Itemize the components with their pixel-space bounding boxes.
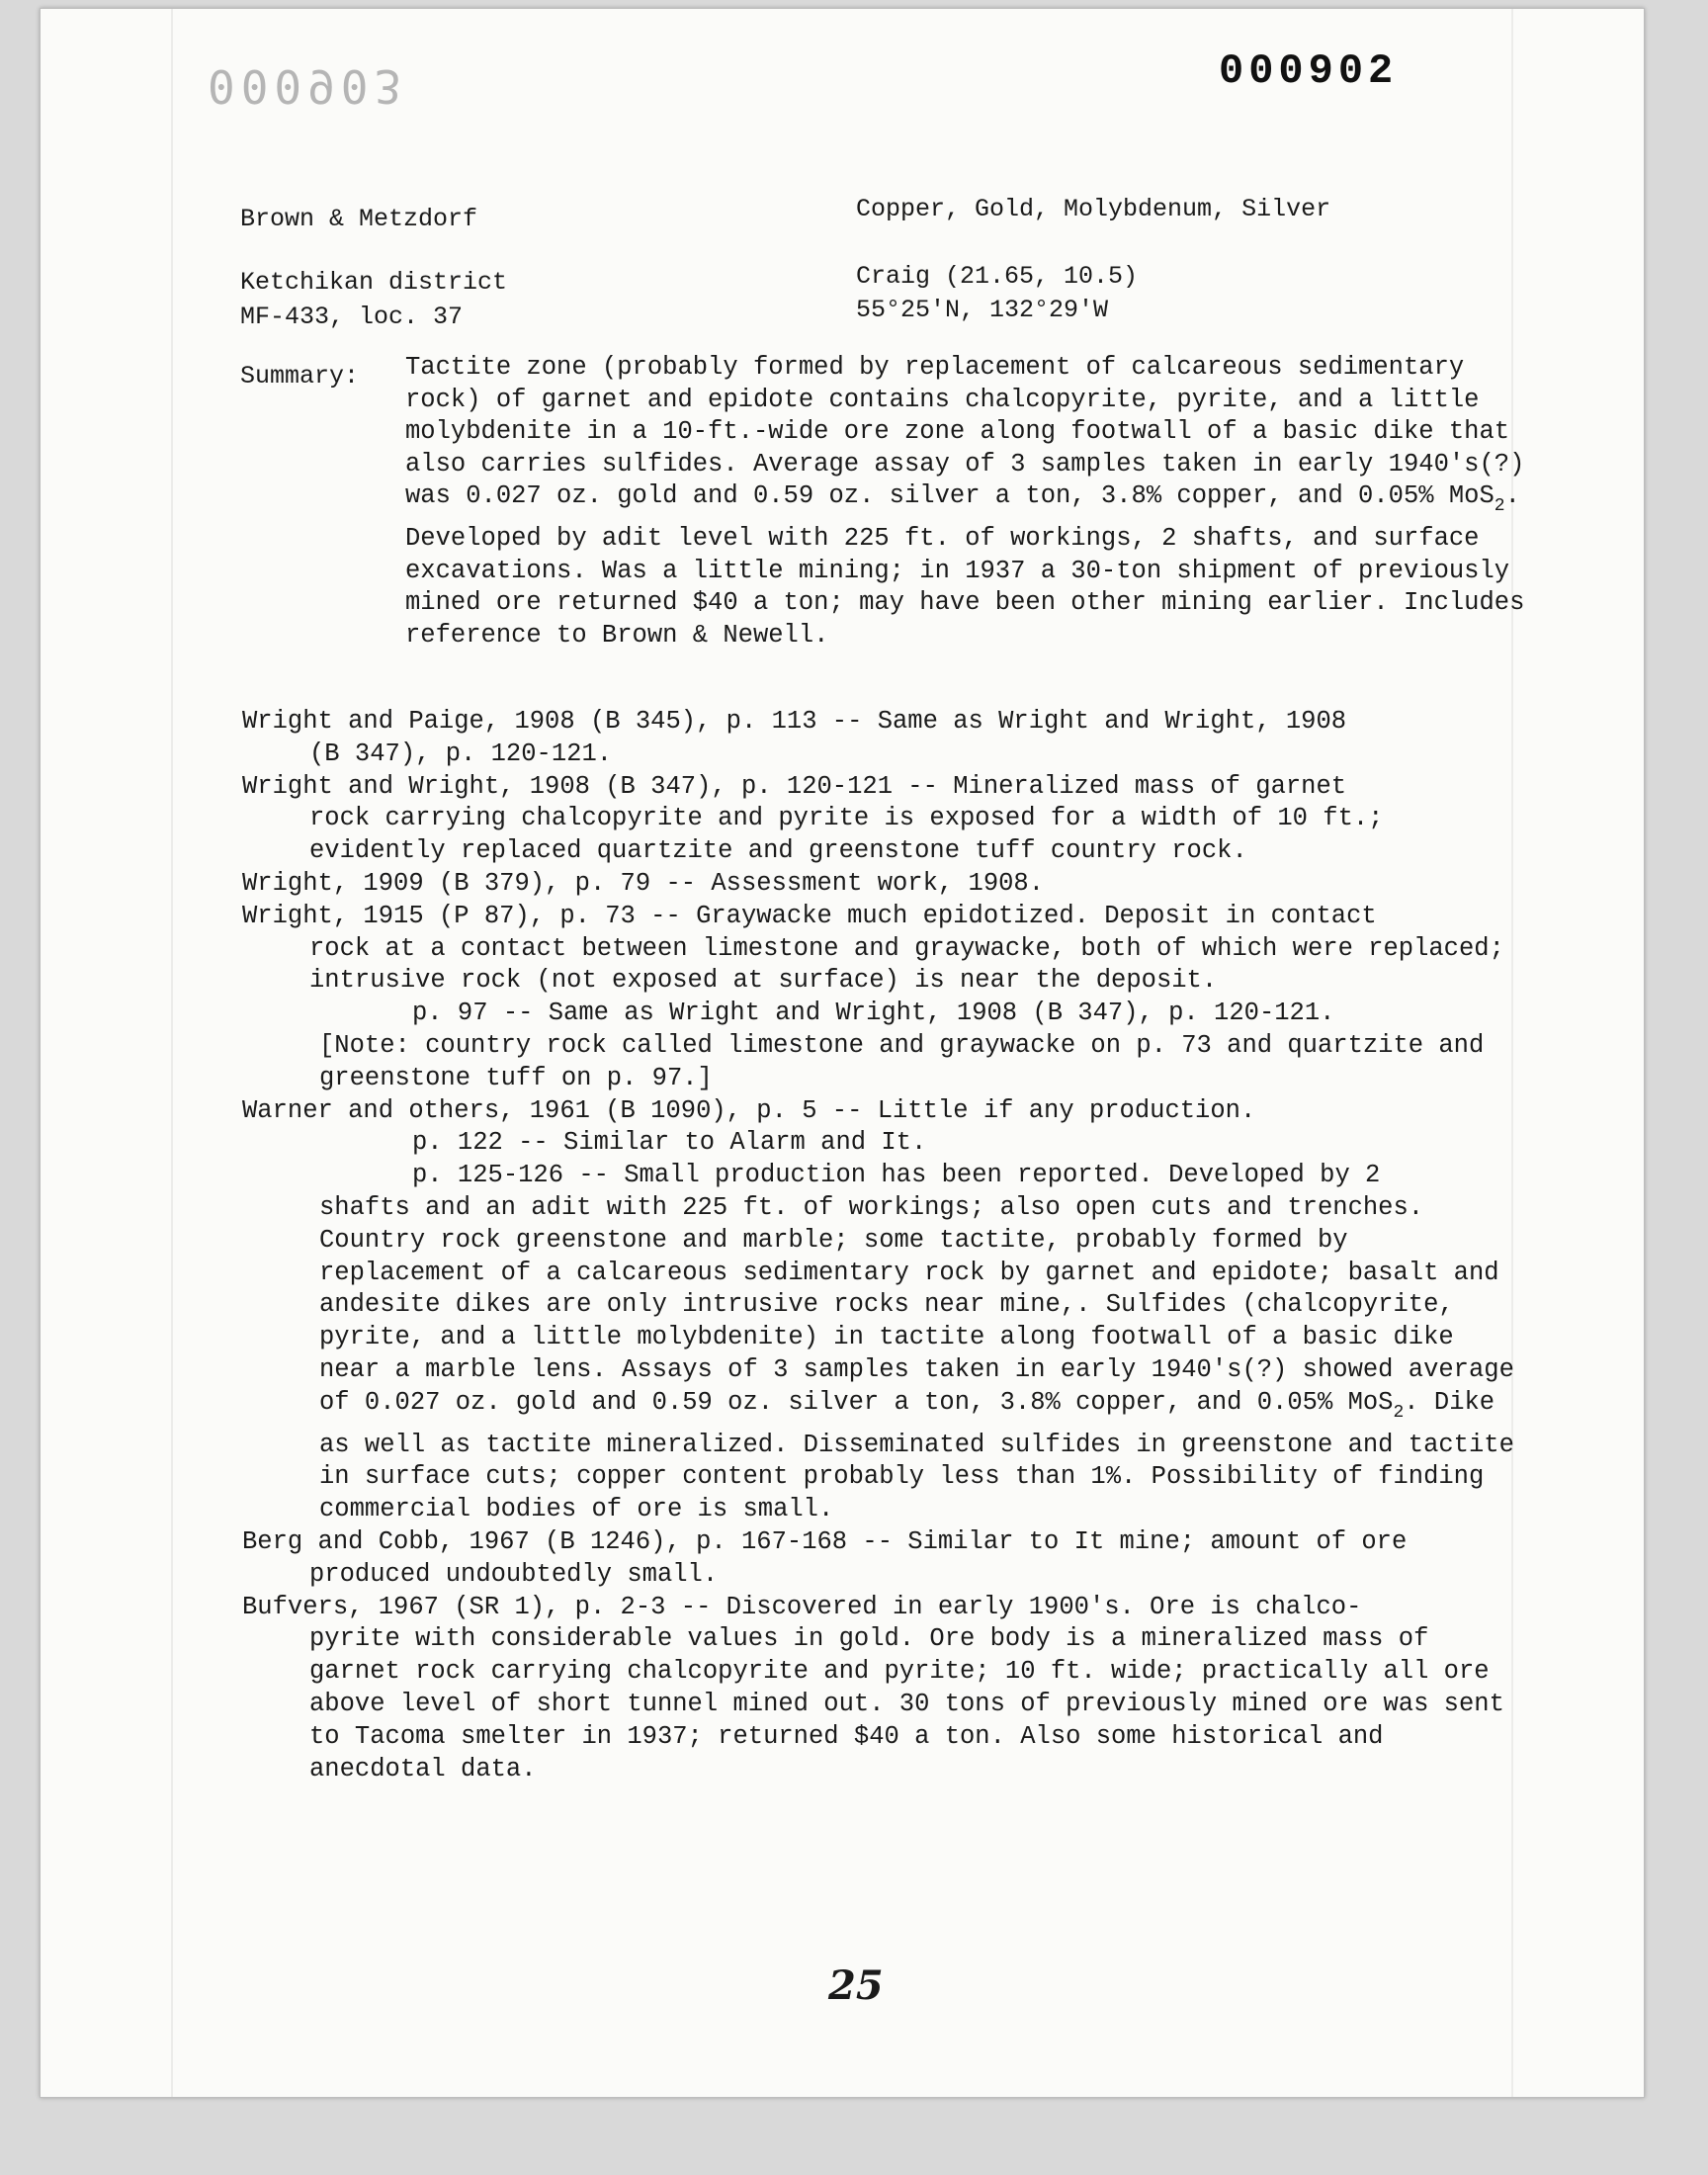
reference-text-b: . Dike as well as tactite mineralized. Disseminated sulfides in greenstone and tactite in surface cuts; copper content probably less than 1%. Possibility of finding commercial bodies of ore is small. <box>319 1387 1514 1524</box>
reference-entry <box>242 706 1527 771</box>
handwritten-page-number: 25 <box>828 1962 884 2009</box>
page-id-stamp: 000902 <box>1219 47 1399 95</box>
quadrangle: Craig (21.65, 10.5) <box>856 262 1139 291</box>
summary-text <box>405 352 1532 652</box>
reference-entry <box>242 1526 1527 1592</box>
summary-text-a: Tactite zone (probably formed by replacement of calcareous sedimentary rock) of garnet and epidote contains chalcopyrite, pyrite, and a little molybdenite in a 10-ft.-wide ore zone along footwall of a basic dike that also carries sulfides. Average assay of 3 samples taken in early 1940's(?) was 0.027 oz. gold and 0.59 oz. silver a ton, 3.8% copper, and 0.05% MoS <box>405 353 1525 511</box>
scan-artifact <box>171 9 173 2097</box>
commodities: Copper, Gold, Molybdenum, Silver <box>856 195 1331 223</box>
summary-label: Summary: <box>240 362 360 391</box>
summary-text-b: . Developed by adit level with 225 ft. of workings, 2 shafts, and surface excavations. Was a little mining; in 1937 a 30-ton shipment of previously mined ore returned $40 a ton; may have been other mining earlier. Includes reference to Brown & Newell. <box>405 481 1525 650</box>
reference-citation: Bufvers, 1967 (SR 1), p. 2-3 -- Discovered in early 1900's. Ore is chalco- <box>242 1592 1362 1621</box>
subscript: 2 <box>1393 1402 1405 1423</box>
district: Ketchikan district <box>240 268 508 297</box>
reference-continuation: produced undoubtedly small. <box>309 1559 719 1589</box>
reference-citation: Wright and Paige, 1908 (B 345), p. 113 -- Same as Wright and Wright, 1908 <box>242 707 1347 736</box>
reference-citation: Berg and Cobb, 1967 (B 1246), p. 167-168 -- Similar to It mine; amount of ore <box>242 1526 1408 1556</box>
map-reference: MF-433, loc. 37 <box>240 303 464 331</box>
reference-continuation: rock carrying chalcopyrite and pyrite is exposed for a width of 10 ft.; evidently replaced quartzite and greenstone tuff country rock. <box>309 804 1384 866</box>
authors: Brown & Metzdorf <box>240 205 478 233</box>
reference-entry <box>242 868 1527 901</box>
reference-citation: Wright, 1909 (B 379), p. 79 -- Assessment work, 1908. <box>242 868 1045 898</box>
reference-continuation: pyrite with considerable values in gold. Ore body is a mineralized mass of garnet rock carrying chalcopyrite and pyrite; 10 ft. wide; practically all ore above level of short tunnel mined out. 30 tons of previously mined ore was sent to Tacoma smelter in 1937; returned $40 a ton. Also some historical and anecdotal data. <box>309 1624 1504 1784</box>
faded-stamp-number: 000903 <box>208 59 408 113</box>
reference-note: [Note: country rock called limestone and graywacke on p. 73 and quartzite and greenstone tuff on p. 97.] <box>319 1030 1485 1092</box>
reference-citation: Wright, 1915 (P 87), p. 73 -- Graywacke much epidotized. Deposit in contact <box>242 901 1377 930</box>
reference-continuation <box>242 1192 1527 1526</box>
references-list <box>242 706 1527 1785</box>
reference-entry <box>242 1095 1527 1526</box>
reference-entry <box>242 771 1527 868</box>
reference-sub-citation: p. 97 -- Same as Wright and Wright, 1908 (B 347), p. 120-121. <box>412 999 1335 1028</box>
reference-text-a: shafts and an adit with 225 ft. of workings; also open cuts and trenches. Country rock greenstone and marble; some tactite, probably formed by replacement of a calcareous sedimentary rock by garnet and epidote; basalt and andesite dikes are only intrusive rocks near mine,. Sulfides (chalcopyrite, pyrite, and a little molybdenite) in tactite along footwall of a basic dike near a marble lens. Assays of 3 samples taken in early 1940's(?) showed average of 0.027 oz. gold and 0.59 oz. silver a ton, 3.8% copper, and 0.05% MoS <box>319 1192 1514 1417</box>
reference-sub-citation: p. 122 -- Similar to Alarm and It. <box>412 1128 927 1158</box>
reference-continuation: (B 347), p. 120-121. <box>309 739 613 768</box>
reference-continuation: rock at a contact between limestone and graywacke, both of which were replaced; intrusive rock (not exposed at surface) is near the deposit. <box>309 933 1504 996</box>
reference-sub-citation: p. 125-126 -- Small production has been reported. Developed by 2 <box>412 1161 1381 1190</box>
reference-citation: Warner and others, 1961 (B 1090), p. 5 -- Little if any production. <box>242 1095 1256 1125</box>
reference-citation: Wright and Wright, 1908 (B 347), p. 120-121 -- Mineralized mass of garnet <box>242 771 1347 801</box>
reference-entry <box>242 1592 1527 1786</box>
reference-entry <box>242 901 1527 1095</box>
coordinates: 55°25'N, 132°29'W <box>856 296 1109 324</box>
subscript: 2 <box>1494 496 1505 517</box>
